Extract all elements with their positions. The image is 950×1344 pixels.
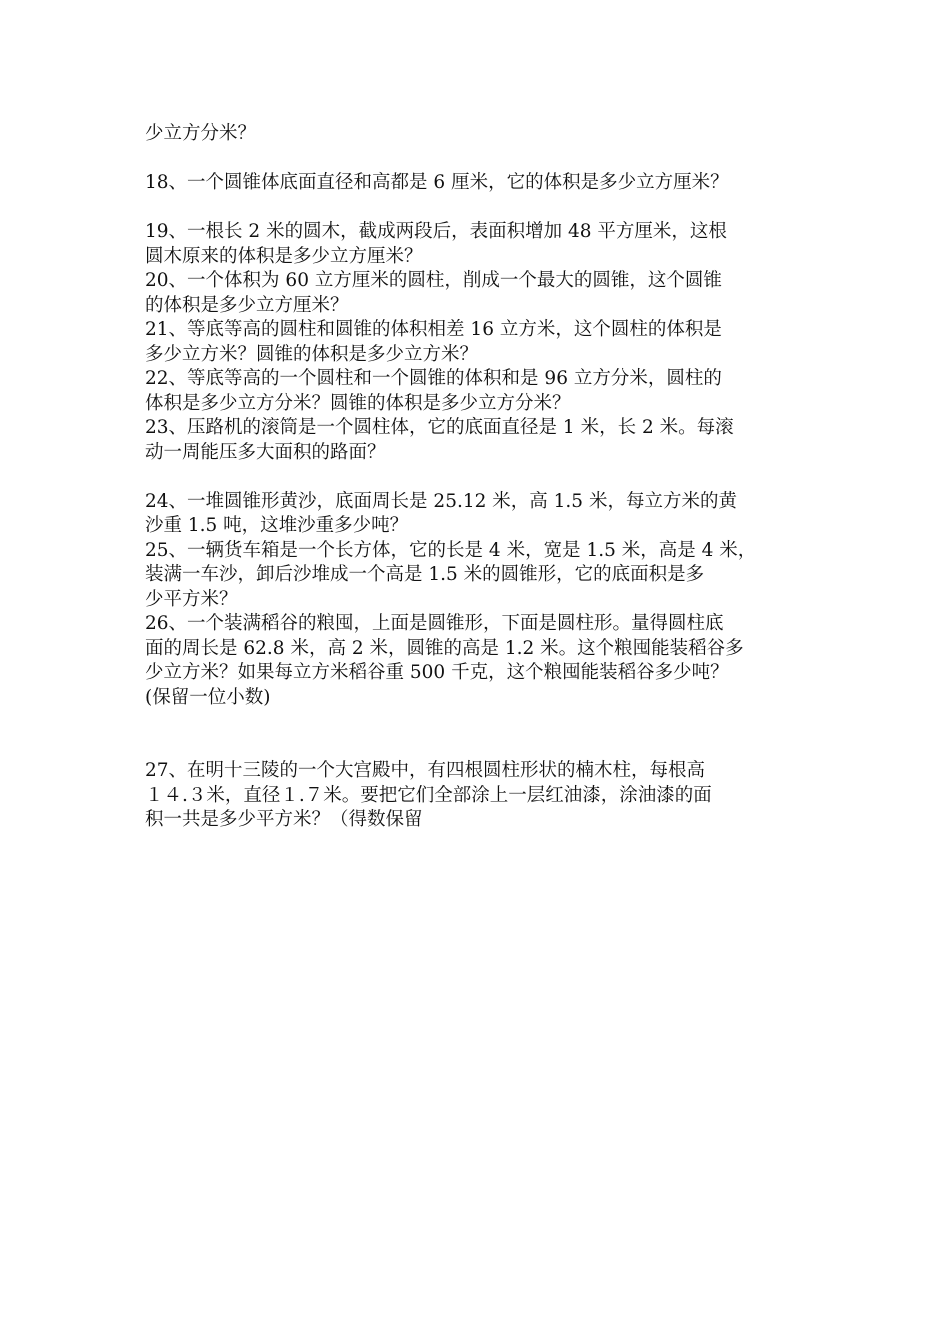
question-22 <box>145 367 825 416</box>
text-line: 18、一个圆锥体底面直径和高都是 6 厘米，它的体积是多少立方厘米？ <box>145 172 729 193</box>
question-25 <box>145 539 825 613</box>
text-line: 沙重 1.5 吨，这堆沙重多少吨？ <box>145 515 409 536</box>
text-line: 圆木原来的体积是多少立方厘米？ <box>145 245 423 267</box>
text-line: 少立方米？如果每立方米稻谷重 500 千克，这个粮囤能装稻谷多少吨？ <box>145 662 729 683</box>
question-23 <box>145 416 825 465</box>
text-line: 19、一根长 2 米的圆木，截成两段后，表面积增加 48 平方厘米，这根 <box>145 221 727 242</box>
text-line: (保留一位小数) <box>145 686 271 708</box>
text-line: 动一周能压多大面积的路面？ <box>145 441 386 463</box>
text-line: 21、等底等高的圆柱和圆锥的体积相差 16 立方米，这个圆柱的体积是 <box>145 319 722 340</box>
text-line: 装满一车沙，卸后沙堆成一个高是 1.5 米的圆锥形，它的底面积是多 <box>145 564 705 585</box>
text-line: 少立方分米？ <box>145 123 257 144</box>
question-18 <box>145 171 825 196</box>
text-line: 少平方米？ <box>145 588 238 610</box>
question-27 <box>145 759 825 833</box>
text-line: 多少立方米？圆锥的体积是多少立方米？ <box>145 343 479 365</box>
text-line: 23、压路机的滚筒是一个圆柱体，它的底面直径是 1 米，长 2 米。每滚 <box>145 417 734 438</box>
text-line: 20、一个体积为 60 立方厘米的圆柱，削成一个最大的圆锥，这个圆锥 <box>145 270 722 291</box>
text-line: 26、一个装满稻谷的粮囤，上面是圆锥形，下面是圆柱形。量得圆柱底 <box>145 613 724 634</box>
text-line: １４.３米，直径１.７米。要把它们全部涂上一层红油漆，涂油漆的面 <box>145 784 712 806</box>
text-line: 积一共是多少平方米？（得数保留 <box>145 809 423 830</box>
text-line: 的体积是多少立方厘米？ <box>145 294 349 316</box>
question-19 <box>145 220 825 269</box>
text-line: 体积是多少立方分米？圆锥的体积是多少立方分米？ <box>145 392 571 414</box>
question-24 <box>145 490 825 539</box>
text-line: 27、在明十三陵的一个大宫殿中，有四根圆柱形状的楠木柱，每根高 <box>145 760 706 781</box>
document-body <box>145 122 825 833</box>
text-line: 24、一堆圆锥形黄沙，底面周长是 25.12 米，高 1.5 米，每立方米的黄 <box>145 490 737 512</box>
text-line: 22、等底等高的一个圆柱和一个圆锥的体积和是 96 立方分米，圆柱的 <box>145 368 722 389</box>
text-line: 面的周长是 62.8 米，高 2 米，圆锥的高是 1.2 米。这个粮囤能装稻谷多 <box>145 637 744 659</box>
question-21 <box>145 318 825 367</box>
question-26 <box>145 612 825 710</box>
question-20 <box>145 269 825 318</box>
text-line: 25、一辆货车箱是一个长方体，它的长是 4 米，宽是 1.5 米，高是 4 米， <box>145 539 757 561</box>
